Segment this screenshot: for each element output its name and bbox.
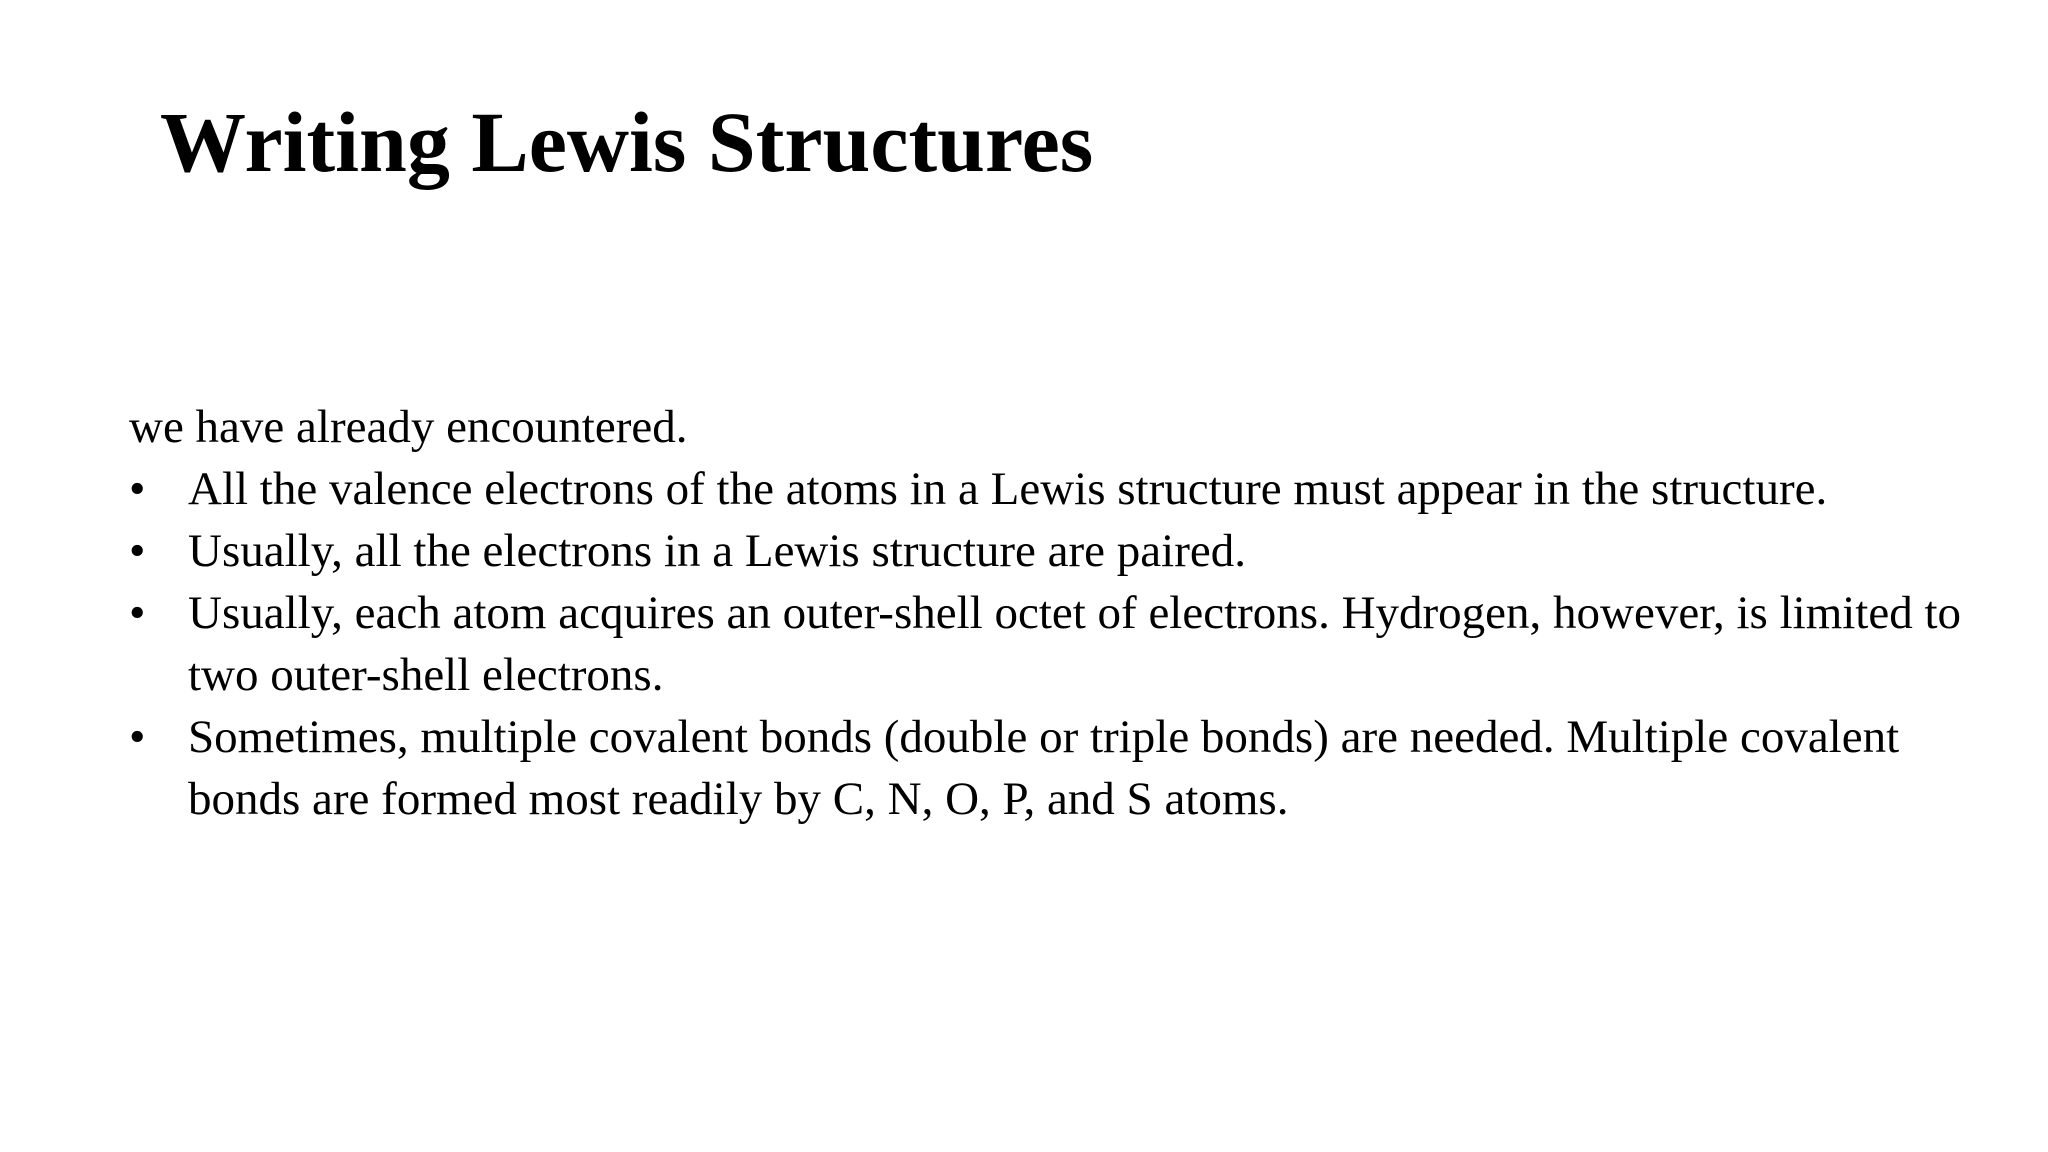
bullet-list — [129, 458, 1999, 830]
intro-text: we have already encountered. — [129, 401, 688, 453]
bullet-item — [129, 706, 1999, 830]
bullet-icon: • — [129, 463, 146, 515]
bullet-text: All the valence electrons of the atoms in a Lewis structure must appear in the structure. — [188, 463, 1828, 515]
bullet-text: Usually, each atom acquires an outer-shell octet of electrons. Hydrogen, however, is limited to two outer-shell electrons. — [188, 587, 1962, 701]
bullet-icon: • — [129, 587, 146, 639]
bullet-icon: • — [129, 525, 146, 577]
slide-body — [129, 396, 1999, 830]
bullet-item — [129, 520, 1999, 582]
bullet-icon: • — [129, 711, 146, 763]
bullet-text: Usually, all the electrons in a Lewis structure are paired. — [188, 525, 1246, 577]
slide-title: Writing Lewis Structures — [160, 94, 1094, 190]
bullet-item — [129, 582, 1999, 706]
bullet-text: Sometimes, multiple covalent bonds (double or triple bonds) are needed. Multiple covalent bonds are formed most readily by C, N, O, P, and S atoms. — [188, 711, 1900, 825]
bullet-item — [129, 458, 1999, 520]
